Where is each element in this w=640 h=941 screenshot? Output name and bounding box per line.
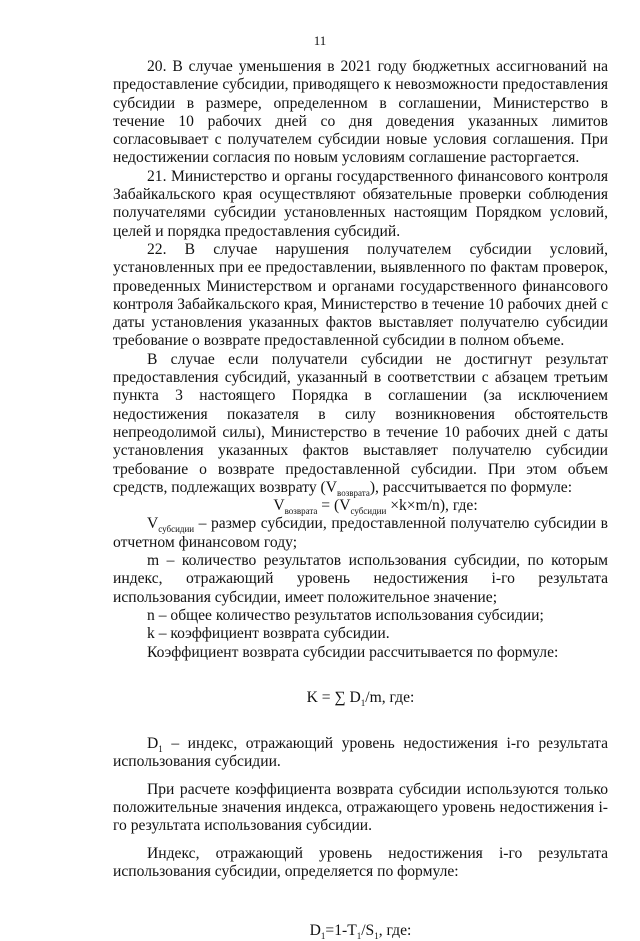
coefficient-intro: Коэффициент возврата субсидии рассчитывается по формуле: — [147, 643, 559, 661]
formula1-v: V — [273, 497, 285, 515]
page-number: 11 — [313, 33, 327, 48]
formula3-d: D — [309, 922, 321, 940]
paragraph-return-conditions — [113, 351, 608, 497]
calculation-note: При расчете коэффициента возврата субсидии используются только положительные значения индекса, отражающего уровень недостижения i-го результата использования субсидии. — [113, 780, 608, 835]
return-volume-close: ), рассчитывается по формуле: — [369, 478, 573, 496]
index-intro: Индекс, отражающий уровень недостижения i-го результата использования субсидии, определяется по формуле: — [113, 844, 608, 880]
def-d-letter: D — [147, 735, 159, 753]
formula3-d-sub: 1 — [320, 931, 326, 941]
definition-m: m – количество результатов использования субсидии, по которым индекс, отражающий уровень недостижения i-го результата использования субсидии, имеет положительное значение; — [113, 552, 608, 606]
formula2-sub: 1 — [360, 697, 366, 708]
return-volume-open: (V — [320, 478, 338, 496]
def-d-sub: 1 — [158, 744, 163, 755]
def-d-text: – индекс, отражающий уровень недостижения i-го результата использования субсидии. — [113, 735, 608, 771]
formula2-lhs: K = ∑ D — [306, 688, 361, 706]
document-body — [113, 58, 608, 940]
definition-k: k – коэффициент возврата субсидии. — [147, 625, 390, 643]
return-volume-sub: возврата — [337, 487, 370, 498]
formula-coefficient — [113, 689, 608, 707]
formula2-rhs: /m, где: — [365, 688, 415, 706]
formula3-slash: /S — [361, 922, 375, 940]
return-conditions-text: В случае если получатели субсидии не достигнут результат предоставления субсидий, указанный в соответствии с абзацем третьим пункта 3 настоящего Порядка в соглашении (за исключением недостижения показателя в силу возникновения обстоятельств непреодолимой силы), Министерство в течение 10 рабочих дней с даты установления указанных фактов выставляет получателю субсидии требование о возврате предоставленной субсидии. При этом объем средств, подлежащих возврату — [113, 350, 608, 496]
formula3-t-sub: 1 — [356, 931, 362, 941]
formula1-v-sub: возврата — [284, 506, 318, 517]
definition-d — [113, 735, 608, 772]
paragraph-20: 20. В случае уменьшения в 2021 году бюджетных ассигнований на предоставление субсидии, приводящего к невозможности предоставления субсидии в размере, определенном в соглашении, Министерство в течение 10 рабочих дней со дня доведения указанных лимитов согласовывает с получателем субсидии новые условия соглашения. При недостижении согласия по новым условиям соглашение расторгается. — [113, 58, 608, 167]
formula3-tail: , где: — [378, 922, 412, 940]
definition-n: n – общее количество результатов использования субсидии; — [147, 606, 544, 624]
paragraph-22: 22. В случае нарушения получателем субсидии условий, установленных при ее предоставлении, выявленного по фактам проверок, проведенных Министерством и органами государственного финансового контроля Забайкальского края, Министерство в течение 10 рабочих дней с даты установления указанных фактов выставляет получателю субсидии требование о возврате предоставленной субсидии в полном объеме. — [113, 240, 608, 350]
formula-return-volume — [113, 497, 608, 515]
paragraph-21: 21. Министерство и органы государственного финансового контроля Забайкальского края осуществляют обязательные проверки соблюдения получателями субсидии установленных настоящим Порядком условий, целей и порядка предоставления субсидий. — [113, 167, 608, 240]
formula3-s-sub: 1 — [374, 931, 379, 941]
formula1-mid: = (V — [317, 497, 351, 515]
def-v-sub: субсидии — [158, 524, 195, 535]
def-v-letter: V — [147, 515, 159, 533]
formula1-tail: ×k×m/n), где: — [386, 497, 478, 515]
formula3-mid: =1-T — [325, 922, 357, 940]
def-v-text: – размер субсидии, предоставленной получателю субсидии в отчетном финансовом году; — [113, 515, 608, 551]
formula-index — [113, 922, 608, 940]
definition-v — [113, 515, 608, 552]
formula1-s-sub: субсидии — [350, 506, 387, 517]
